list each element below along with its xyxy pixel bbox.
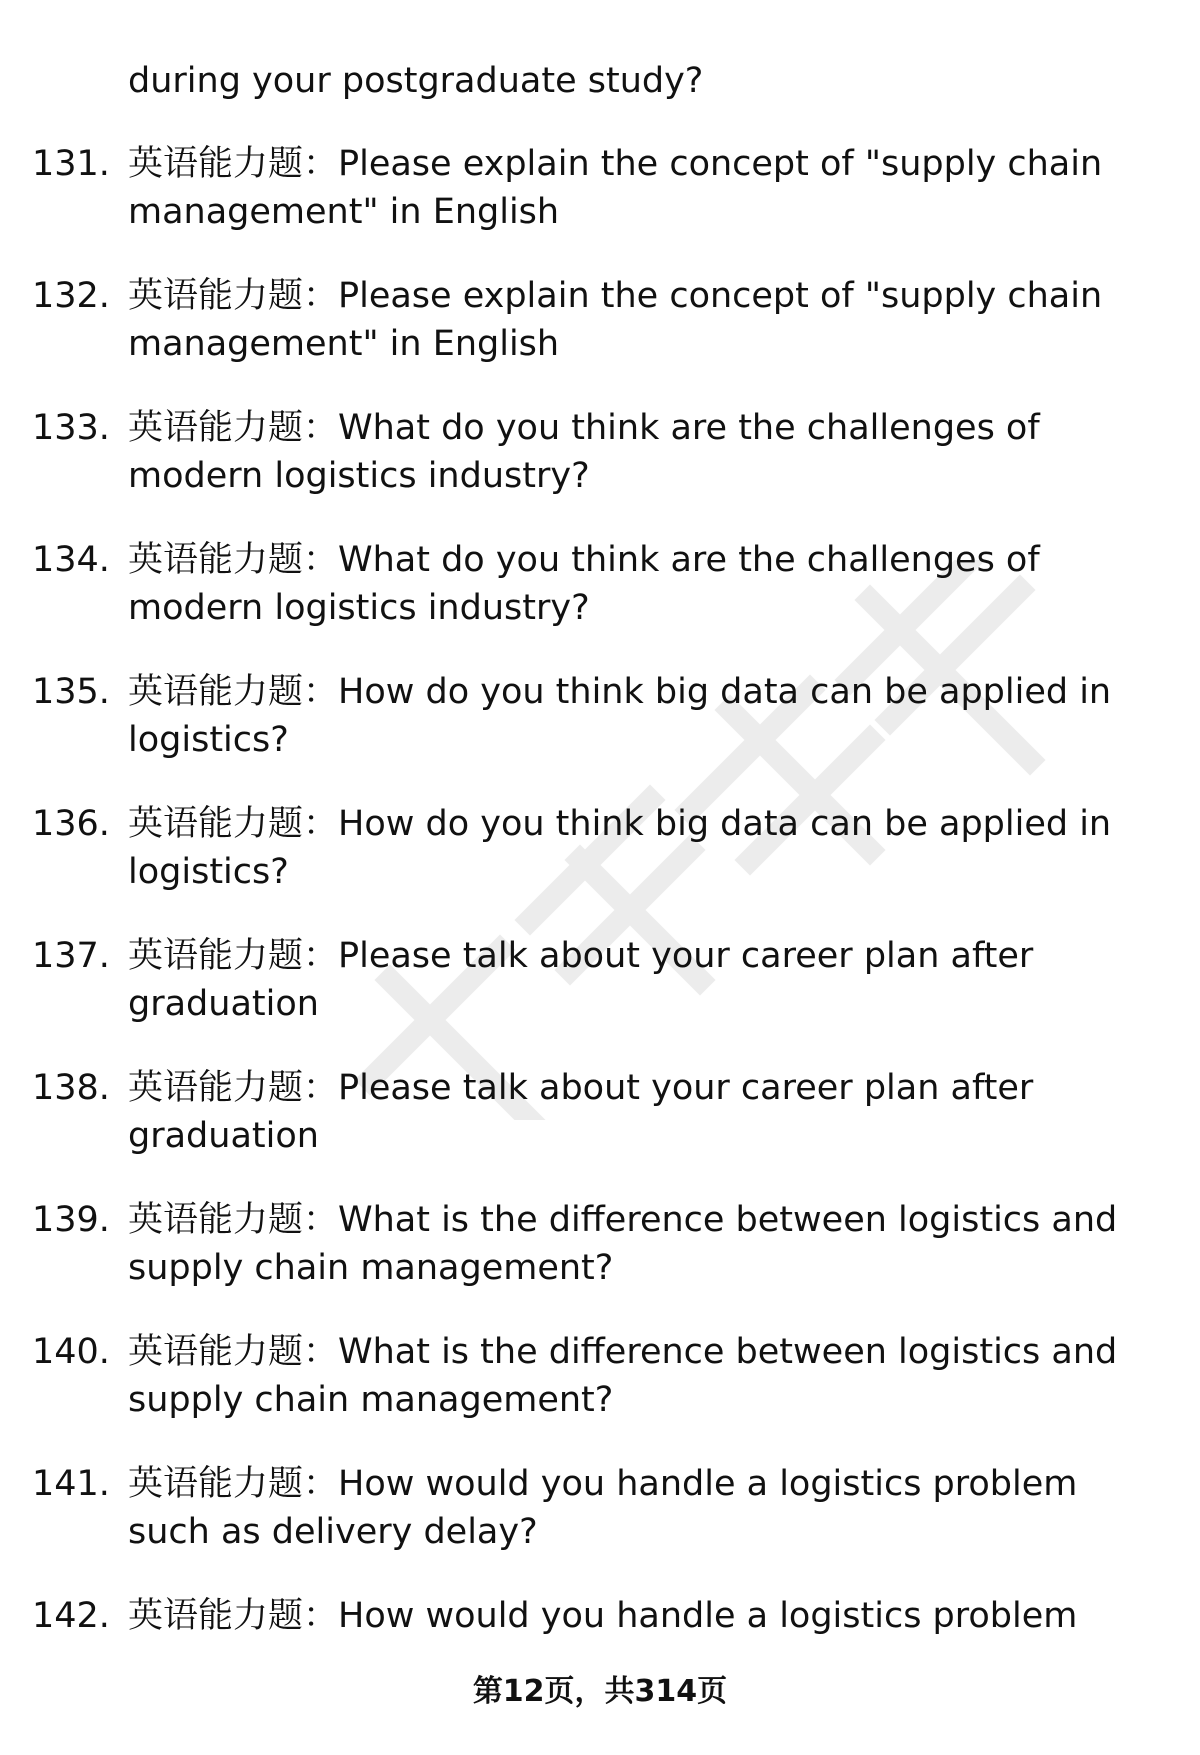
continuation-text: during your postgraduate study? xyxy=(128,61,704,101)
question-text-line: such as delivery delay? xyxy=(128,1512,538,1552)
question-item xyxy=(0,404,1200,536)
question-text xyxy=(128,404,1128,500)
question-text xyxy=(128,272,1128,368)
question-number: 134. xyxy=(32,540,110,580)
question-text xyxy=(128,1592,1128,1640)
question-text-line: logistics? xyxy=(128,720,289,760)
question-text-line: 英语能力题：How would you handle a logistics problem xyxy=(128,1596,1078,1636)
question-text xyxy=(128,1196,1128,1292)
question-item xyxy=(0,1064,1200,1196)
question-text-line: 英语能力题：How do you think big data can be applied in xyxy=(128,672,1112,712)
question-text-line: modern logistics industry? xyxy=(128,456,590,496)
question-number: 138. xyxy=(32,1068,110,1108)
question-text-line: modern logistics industry? xyxy=(128,588,590,628)
question-number: 132. xyxy=(32,276,110,316)
question-list xyxy=(0,140,1200,1724)
question-text-line: 英语能力题：Please talk about your career plan after xyxy=(128,1068,1034,1108)
question-text xyxy=(128,800,1128,896)
question-text-line: supply chain management? xyxy=(128,1380,614,1420)
question-text-line: graduation xyxy=(128,1116,319,1156)
question-item xyxy=(0,668,1200,800)
question-text xyxy=(128,1064,1128,1160)
question-number: 141. xyxy=(32,1464,110,1504)
question-text-line: 英语能力题：Please talk about your career plan after xyxy=(128,936,1034,976)
question-number: 131. xyxy=(32,144,110,184)
question-text-line: logistics? xyxy=(128,852,289,892)
question-text xyxy=(128,932,1128,1028)
question-text-line: 英语能力题：What is the difference between logistics and xyxy=(128,1332,1118,1372)
question-item xyxy=(0,932,1200,1064)
question-item xyxy=(0,1328,1200,1460)
question-text-line: 英语能力题：What is the difference between logistics and xyxy=(128,1200,1118,1240)
question-text-line: 英语能力题：Please explain the concept of "supply chain xyxy=(128,276,1103,316)
page-indicator: 第12页，共314页 xyxy=(472,1674,728,1709)
question-text-line: 英语能力题：How do you think big data can be applied in xyxy=(128,804,1112,844)
question-text xyxy=(128,1328,1128,1424)
question-number: 135. xyxy=(32,672,110,712)
question-text xyxy=(128,1460,1128,1556)
question-number: 133. xyxy=(32,408,110,448)
question-number: 137. xyxy=(32,936,110,976)
question-text-line: management" in English xyxy=(128,324,560,364)
question-text-line: 英语能力题：What do you think are the challenges of xyxy=(128,408,1040,448)
question-item xyxy=(0,272,1200,404)
question-text-line: 英语能力题：Please explain the concept of "supply chain xyxy=(128,144,1103,184)
question-number: 142. xyxy=(32,1596,110,1636)
question-item xyxy=(0,140,1200,272)
question-number: 139. xyxy=(32,1200,110,1240)
question-text-line: 英语能力题：What do you think are the challenges of xyxy=(128,540,1040,580)
question-number: 136. xyxy=(32,804,110,844)
question-text-line: 英语能力题：How would you handle a logistics problem xyxy=(128,1464,1078,1504)
question-item xyxy=(0,536,1200,668)
question-number: 140. xyxy=(32,1332,110,1372)
question-text-line: management" in English xyxy=(128,192,560,232)
question-text-line: graduation xyxy=(128,984,319,1024)
question-item xyxy=(0,1196,1200,1328)
question-text xyxy=(128,140,1128,236)
question-item xyxy=(0,800,1200,932)
question-text xyxy=(128,536,1128,632)
question-text xyxy=(128,668,1128,764)
question-item xyxy=(0,1460,1200,1592)
question-text-line: supply chain management? xyxy=(128,1248,614,1288)
